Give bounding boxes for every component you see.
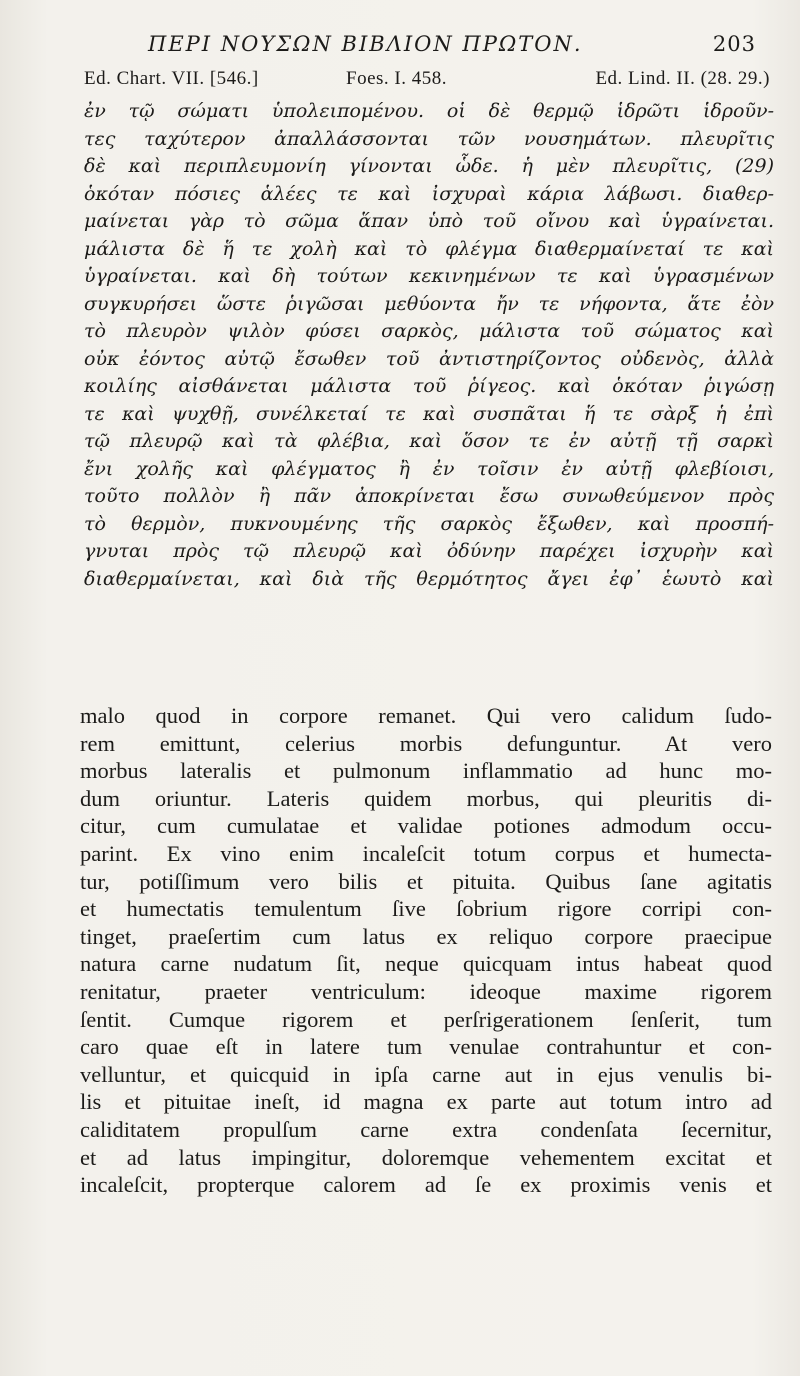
latin-line: malo quod in corpore remanet. Qui vero calidum ſudo- bbox=[80, 703, 772, 728]
greek-line: τες ταχύτερον ἀπαλλάσσονται τῶν νουσημάτων. πλευρῖτις bbox=[84, 127, 774, 150]
greek-line: ἔνι χολῆς καὶ φλέγματος ἢ ἐν τοῖσιν ἐν αὐτῇ φλεβίοισι, bbox=[84, 457, 774, 480]
latin-line: tur, potiſſimum vero bilis et pituita. Quibus ſane agitatis bbox=[80, 868, 772, 894]
greek-line: δὲ καὶ περιπλευμονίη γίνονται ὧδε. ἡ μὲν πλευρῖτις, (29) bbox=[84, 155, 774, 177]
greek-line: διαθερμαίνεται, καὶ διὰ τῆς θερμότητος ἄγει ἐφ᾽ ἑωυτὸ καὶ bbox=[84, 567, 774, 590]
latin-line: parint. Ex vino enim incaleſcit totum corpus et humecta- bbox=[80, 840, 772, 866]
greek-line: ὑγραίνεται. καὶ δὴ τούτων κεκινημένων τε καὶ ὑγρασμένων bbox=[84, 265, 774, 287]
greek-line: τὸ θερμὸν, πυκνουμένης τῆς σαρκὸς ἔξωθεν, καὶ προσπή- bbox=[84, 512, 774, 535]
greek-line: ὁκόταν πόσιες ἁλέες τε καὶ ἰσχυραὶ κάρια λάβωσι. διαθερ- bbox=[84, 182, 774, 205]
latin-line: et ad latus impingitur, doloremque vehementem excitat et bbox=[80, 1144, 772, 1170]
latin-line: incaleſcit, propterque calorem ad ſe ex proximis venis et bbox=[80, 1172, 772, 1198]
latin-line: citur, cum cumulatae et validae potiones admodum occu- bbox=[80, 813, 772, 839]
greek-line: ἐν τῷ σώματι ὑπολειπομένου. οἱ δὲ θερμῷ ἱδρῶτι ἱδροῦν- bbox=[84, 100, 774, 122]
latin-line: caro quae eſt in latere tum venulae contrahuntur et con- bbox=[80, 1034, 772, 1060]
edition-ref-chart: Ed. Chart. VII. [546.] bbox=[84, 68, 259, 89]
latin-line: morbus lateralis et pulmonum inflammatio ad hunc mo- bbox=[80, 758, 772, 784]
greek-line: τοῦτο πολλὸν ἢ πᾶν ἀποκρίνεται ἔσω συνωθεύμενον πρὸς bbox=[84, 485, 774, 507]
latin-line: dum oriuntur. Lateris quidem morbus, qui pleuritis di- bbox=[80, 785, 772, 811]
edition-ref-lind: Ed. Lind. II. (28. 29.) bbox=[595, 68, 770, 89]
greek-line: συγκυρήσει ὥστε ῥιγῶσαι μεθύοντα ἤν τε νήφοντα, ἅτε ἐὸν bbox=[84, 292, 774, 315]
latin-line: ſentit. Cumque rigorem et perſrigerationem ſenſerit, tum bbox=[80, 1006, 772, 1032]
greek-text bbox=[84, 98, 774, 593]
latin-line: et humectatis temulentum ſive ſobrium rigore corripi con- bbox=[80, 896, 772, 922]
greek-line: τῷ πλευρῷ καὶ τὰ φλέβια, καὶ ὅσον τε ἐν αὐτῇ τῇ σαρκὶ bbox=[84, 430, 774, 452]
edition-references bbox=[84, 68, 770, 98]
running-header bbox=[96, 26, 756, 66]
latin-line: natura carne nudatum ſit, neque quicquam intus habeat quod bbox=[80, 951, 772, 977]
greek-line: τε καὶ ψυχθῇ, συνέλκεταί τε καὶ συσπᾶται ἥ τε σὰρξ ἡ ἐπὶ bbox=[84, 402, 774, 425]
running-title: ΠΕΡΙ ΝΟΥΣΩΝ ΒΙΒΛΙΟΝ ΠΡΩΤΟΝ. bbox=[148, 32, 583, 56]
latin-line: caliditatem propulſum carne extra condenſata ſecernitur, bbox=[80, 1116, 772, 1142]
greek-line: γνυται πρὸς τῷ πλευρῷ καὶ ὀδύνην παρέχει ἰσχυρὴν καὶ bbox=[84, 540, 774, 562]
greek-line: μαίνεται γὰρ τὸ σῶμα ἅπαν ὑπὸ τοῦ οἴνου καὶ ὑγραίνεται. bbox=[84, 210, 774, 232]
page-number: 203 bbox=[712, 32, 756, 56]
latin-line: tinget, praeſertim cum latus ex reliquo corpore praecipue bbox=[80, 923, 772, 949]
latin-line: rem emittunt, celerius morbis defunguntur. At vero bbox=[80, 730, 772, 756]
greek-line: τὸ πλευρὸν ψιλὸν φύσει σαρκὸς, μάλιστα τοῦ σώματος καὶ bbox=[84, 320, 774, 342]
greek-line: κοιλίης αἰσθάνεται μάλιστα τοῦ ῥίγεος. καὶ ὁκόταν ῥιγώσῃ bbox=[84, 375, 774, 397]
edition-ref-foes: Foes. I. 458. bbox=[346, 68, 447, 89]
greek-line: μάλιστα δὲ ἥ τε χολὴ καὶ τὸ φλέγμα διαθερμαίνεταί τε καὶ bbox=[84, 237, 774, 260]
latin-translation bbox=[80, 702, 772, 1199]
latin-line: velluntur, et quicquid in ipſa carne aut in ejus venulis bi- bbox=[80, 1061, 772, 1087]
greek-line: οὐκ ἐόντος αὐτῷ ἔσωθεν τοῦ ἀντιστηρίζοντος οὐδενὸς, ἀλλὰ bbox=[84, 347, 774, 370]
latin-line: lis et pituitae ineſt, id magna ex parte aut totum intro ad bbox=[80, 1089, 772, 1115]
latin-line: renitatur, praeter ventriculum: ideoque maxime rigorem bbox=[80, 978, 772, 1004]
